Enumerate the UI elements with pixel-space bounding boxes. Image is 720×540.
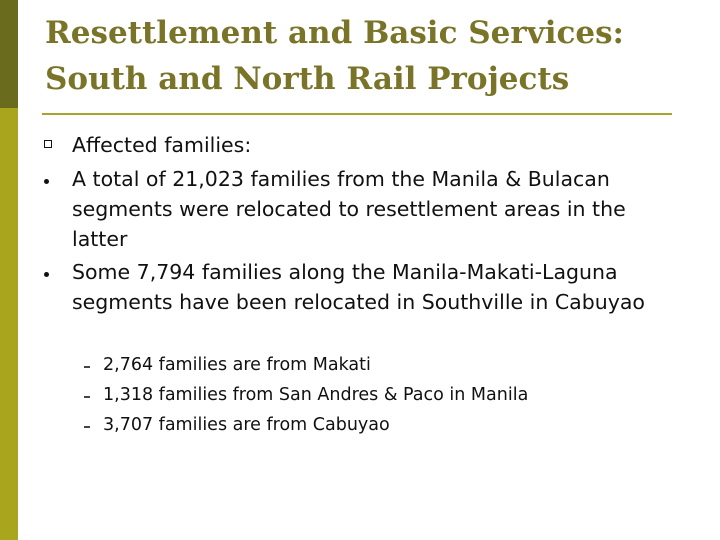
sub-bullet-makati: 2,764 families are from Makati bbox=[103, 355, 371, 375]
square-bullet-icon bbox=[44, 140, 52, 148]
sidebar-accent-bottom bbox=[0, 108, 18, 540]
dash-bullet-icon bbox=[84, 426, 90, 428]
sidebar-accent-top bbox=[0, 0, 18, 108]
title-underline bbox=[42, 113, 672, 115]
dot-bullet-icon bbox=[44, 272, 49, 277]
dot-bullet-icon bbox=[44, 179, 49, 184]
dash-bullet-icon bbox=[84, 366, 90, 368]
title-line-1: Resettlement and Basic Services: bbox=[45, 15, 624, 51]
dash-bullet-icon bbox=[84, 396, 90, 398]
title-line-2: South and North Rail Projects bbox=[45, 61, 570, 97]
bullet-total-families: A total of 21,023 families from the Manila & Bulacan segments were relocated to resettlement areas in the latter bbox=[72, 167, 626, 251]
bullet-affected-families: Affected families: bbox=[72, 133, 252, 157]
slide-title bbox=[45, 10, 685, 102]
sub-bullet-cabuyao: 3,707 families are from Cabuyao bbox=[103, 415, 390, 435]
sub-bullet-manila: 1,318 families from San Andres & Paco in Manila bbox=[103, 385, 529, 405]
bullet-manila-makati-laguna: Some 7,794 families along the Manila-Makati-Laguna segments have been relocated in Southville in Cabuyao bbox=[72, 260, 645, 314]
